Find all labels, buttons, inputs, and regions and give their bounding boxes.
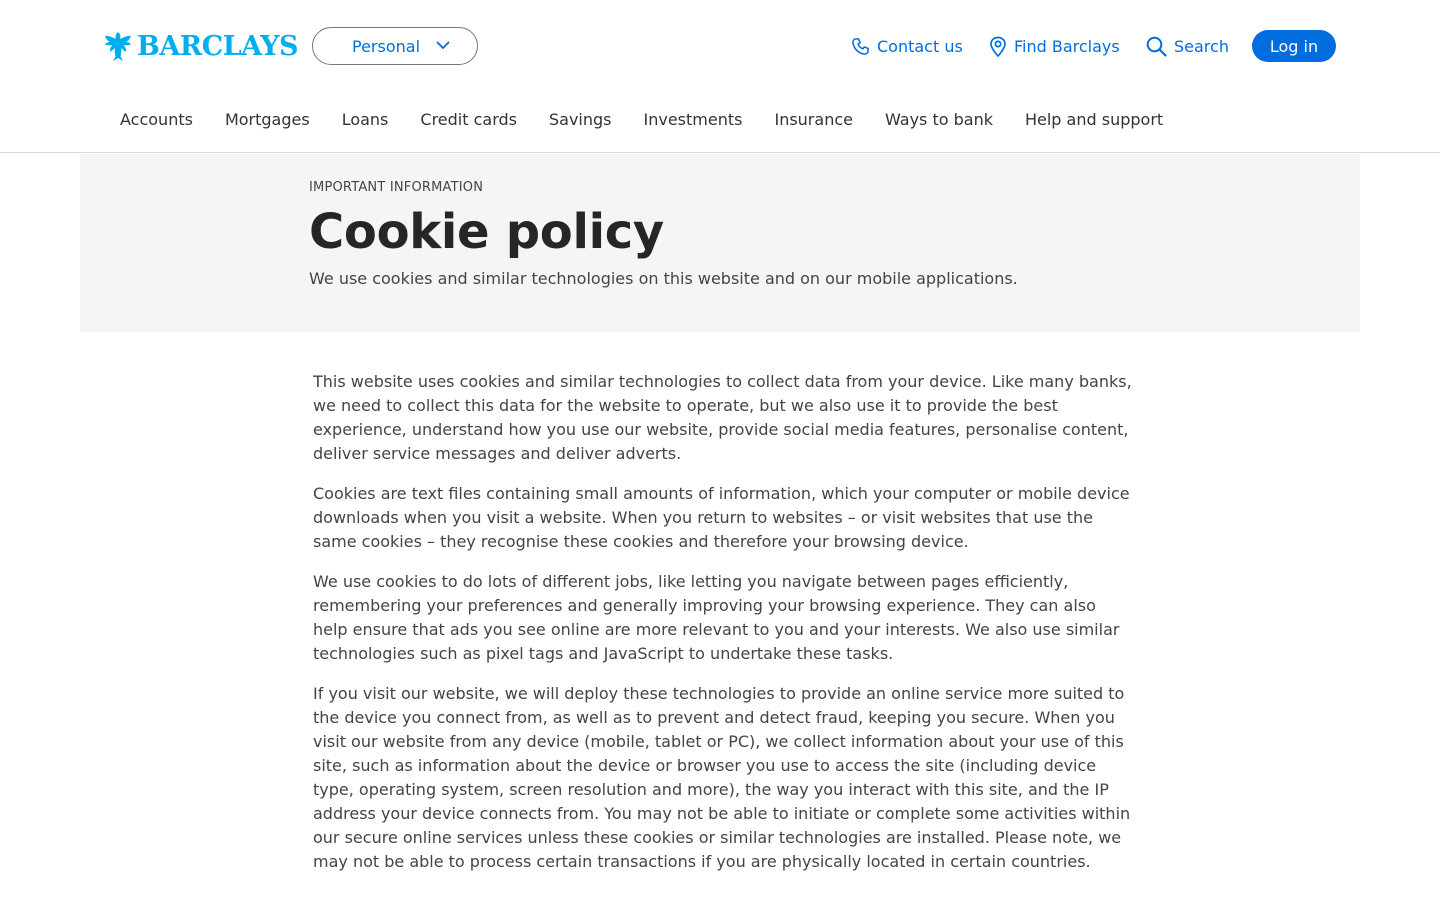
nav-item-accounts[interactable]: Accounts bbox=[120, 110, 193, 129]
main-navigation bbox=[104, 100, 1179, 140]
contact-us-link[interactable] bbox=[851, 33, 963, 59]
search-label: Search bbox=[1174, 36, 1229, 56]
log-in-button[interactable]: Log in bbox=[1252, 30, 1336, 62]
policy-paragraph: This website uses cookies and similar technologies to collect data from your device. Like many banks, we need to collect this data for the website to operate, but we also use it to provide the best experience, understand how you use our website, provide social media features, personalise content, deliver service messages and deliver adverts. bbox=[313, 372, 1132, 463]
hero-eyebrow: IMPORTANT INFORMATION bbox=[309, 180, 484, 195]
phone-icon bbox=[851, 37, 870, 56]
nav-item-credit-cards[interactable]: Credit cards bbox=[420, 110, 517, 129]
hero-subtitle: We use cookies and similar technologies on this website and on our mobile applications. bbox=[309, 269, 1018, 288]
nav-item-ways-to-bank[interactable]: Ways to bank bbox=[884, 110, 993, 129]
logo-wordmark: BARCLAYS bbox=[137, 30, 299, 62]
find-barclays-label: Find Barclays bbox=[1014, 36, 1120, 56]
page-title: Cookie policy bbox=[309, 204, 664, 260]
customer-segment-select[interactable] bbox=[312, 27, 478, 65]
contact-us-label: Contact us bbox=[877, 36, 963, 56]
nav-item-mortgages[interactable]: Mortgages bbox=[224, 110, 310, 129]
site-header bbox=[0, 0, 1440, 153]
nav-item-insurance[interactable]: Insurance bbox=[774, 110, 853, 129]
page-hero bbox=[80, 154, 1360, 332]
cookie-policy-content bbox=[313, 370, 1133, 890]
eagle-icon bbox=[104, 31, 132, 62]
policy-paragraph: We use cookies to do lots of different jobs, like letting you navigate between pages efficiently, remembering your preferences and generally improving your browsing experience. They can also help ensure that ads you see online are more relevant to you and your interests. We also use similar technologies such as pixel tags and JavaScript to undertake these tasks. bbox=[313, 572, 1120, 663]
nav-item-savings[interactable]: Savings bbox=[548, 110, 612, 129]
chevron-down-icon bbox=[436, 41, 450, 50]
find-barclays-link[interactable] bbox=[989, 33, 1120, 59]
policy-paragraph: Cookies are text files containing small amounts of information, which your computer or mobile device downloads when you visit a website. When you return to websites – or visit websites that use the same cookies – they recognise these cookies and therefore your browsing device. bbox=[313, 484, 1130, 551]
segment-select-value: Personal bbox=[352, 36, 421, 56]
search-link[interactable] bbox=[1146, 33, 1229, 59]
location-pin-icon bbox=[989, 36, 1007, 57]
barclays-logo[interactable] bbox=[104, 30, 298, 62]
nav-item-investments[interactable]: Investments bbox=[643, 110, 743, 129]
policy-paragraph: If you visit our website, we will deploy these technologies to provide an online service more suited to the device you connect from, as well as to prevent and detect fraud, keeping you secure. When you visit our website from any device (mobile, tablet or PC), we collect information about your use of this site, such as information about the device or browser you use to access the site (including device type, operating system, screen resolution and more), the way you interact with this site, and the IP address your device connects from. You may not be able to initiate or complete some activities within our secure online services unless these cookies or similar technologies are installed. Please note, we may not be able to process certain transactions if you are physically located in certain countries. bbox=[313, 684, 1131, 871]
nav-item-loans[interactable]: Loans bbox=[341, 110, 389, 129]
search-icon bbox=[1146, 36, 1167, 57]
nav-item-help-and-support[interactable]: Help and support bbox=[1024, 110, 1164, 129]
